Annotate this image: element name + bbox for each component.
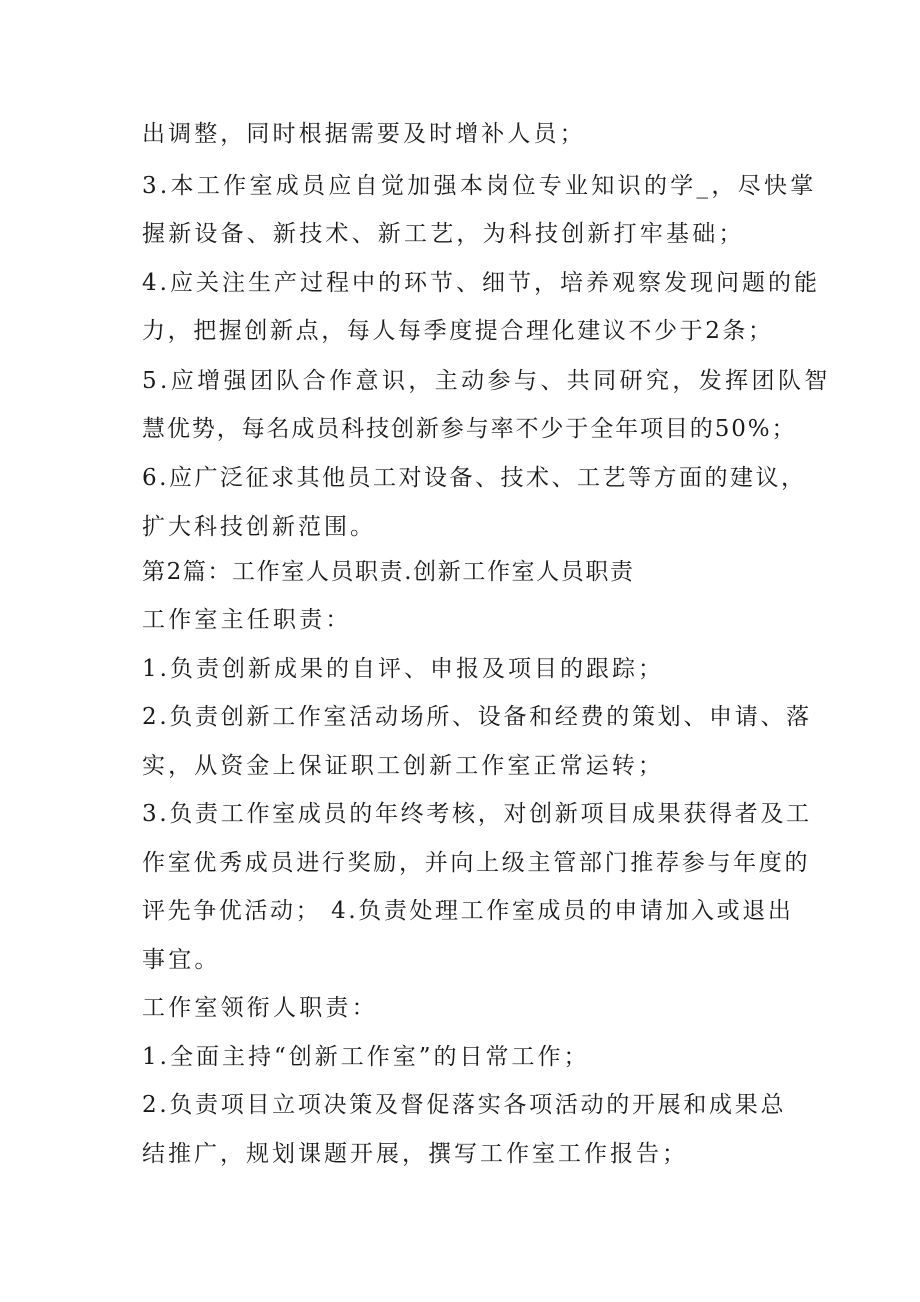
text-line: 2.负责项目立项决策及督促落实各项活动的开展和成果总 (142, 1092, 787, 1118)
text-line: 出调整，同时根据需要及时增补人员； (142, 121, 586, 147)
section-heading: 第2篇：工作室人员职责.创新工作室人员职责 (142, 559, 635, 585)
text-line: 结推广，规划课题开展，撰写工作室工作报告； (142, 1141, 688, 1167)
text-line: 2.负责创新工作室活动场所、设备和经费的策划、申请、落 (142, 704, 812, 730)
text-line: 实，从资金上保证职工创新工作室正常运转； (142, 753, 664, 779)
text-line: 作室优秀成员进行奖励，并向上级主管部门推荐参与年度的 (142, 850, 811, 876)
text-line: 3.本工作室成员应自觉加强本岗位专业知识的学_，尽快掌 (142, 173, 817, 199)
text-line: 1.负责创新成果的自评、申报及项目的跟踪； (142, 656, 664, 682)
text-line: 扩大科技创新范围。 (142, 514, 376, 540)
text-line: 3.负责工作室成员的年终考核，对创新项目成果获得者及工 (142, 801, 812, 827)
subsection-heading: 工作室主任职责： (142, 607, 352, 633)
text-line: 事宜。 (142, 947, 221, 973)
text-line: 4.应关注生产过程中的环节、细节，培养观察发现问题的能 (142, 270, 820, 296)
text-line: 1.全面主持“创新工作室”的日常工作； (142, 1044, 590, 1070)
text-line: 评先争优活动； 4.负责处理工作室成员的申请加入或退出 (142, 898, 794, 924)
text-line: 5.应增强团队合作意识，主动参与、共同研究，发挥团队智 (142, 368, 831, 394)
text-line: 慧优势，每名成员科技创新参与率不少于全年项目的50%； (142, 416, 797, 442)
subsection-heading: 工作室领衔人职责： (142, 995, 378, 1021)
text-line: 力，把握创新点，每人每季度提合理化建议不少于2条； (142, 318, 774, 344)
text-line: 6.应广泛征求其他员工对设备、技术、工艺等方面的建议， (142, 465, 807, 491)
text-line: 握新设备、新技术、新工艺，为科技创新打牢基础； (142, 221, 745, 247)
